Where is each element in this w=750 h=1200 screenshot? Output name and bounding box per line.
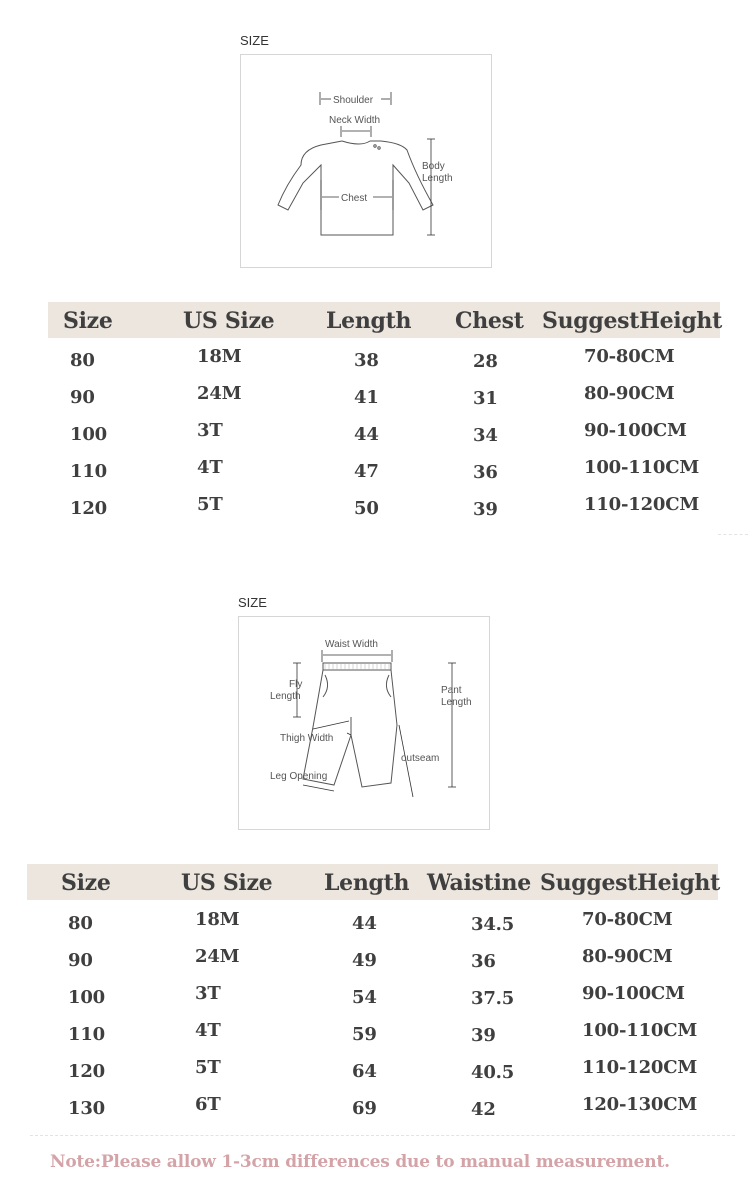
- table-cell: 80: [68, 913, 93, 934]
- table-cell: 110-120CM: [582, 1057, 698, 1078]
- table-cell: 38: [354, 350, 379, 371]
- table-cell: 39: [473, 499, 498, 520]
- pants-illustration: [239, 617, 489, 829]
- col-us-size: US Size: [181, 870, 273, 896]
- table-cell: 90-100CM: [584, 420, 687, 441]
- table-cell: 40.5: [471, 1062, 515, 1083]
- top-size-label: SIZE: [240, 33, 269, 48]
- body-length-label: Length: [422, 173, 453, 184]
- table-cell: 70-80CM: [584, 346, 675, 367]
- chest-label: Chest: [341, 193, 368, 204]
- shirt-diagram: [240, 54, 492, 268]
- table-cell: 41: [354, 387, 379, 408]
- table-cell: 110: [68, 1024, 105, 1045]
- col-chest: Chest: [455, 308, 524, 334]
- divider: [30, 1135, 735, 1136]
- col-waistine: Waistine: [427, 870, 531, 896]
- col-size: Size: [63, 308, 113, 334]
- table-cell: 90: [68, 950, 93, 971]
- bottom-table-header: [27, 864, 718, 900]
- divider: [718, 534, 748, 535]
- table-cell: 44: [354, 424, 379, 445]
- table-cell: 80: [70, 350, 95, 371]
- table-cell: 64: [352, 1061, 377, 1082]
- table-cell: 34: [473, 425, 498, 446]
- table-cell: 100-110CM: [582, 1020, 698, 1041]
- table-cell: 31: [473, 388, 498, 409]
- table-cell: 80-90CM: [584, 383, 675, 404]
- pant-label: Pant: [441, 685, 462, 696]
- table-cell: 44: [352, 913, 377, 934]
- fly-label: Fly: [289, 679, 303, 690]
- note-text: Note:Please allow 1-3cm differences due to manual measurement.: [50, 1152, 670, 1172]
- table-cell: 49: [352, 950, 377, 971]
- pant-length-label: Length: [441, 697, 472, 708]
- table-cell: 90: [70, 387, 95, 408]
- table-cell: 34.5: [471, 914, 515, 935]
- col-length: Length: [324, 870, 410, 896]
- shoulder-label: Shoulder: [333, 95, 374, 106]
- fly-length-label: Length: [270, 691, 301, 702]
- table-cell: 3T: [197, 420, 223, 441]
- table-cell: 90-100CM: [582, 983, 685, 1004]
- table-cell: 120-130CM: [582, 1094, 698, 1115]
- table-cell: 18M: [197, 346, 242, 367]
- table-cell: 5T: [195, 1057, 221, 1078]
- bottom-size-label: SIZE: [238, 595, 267, 610]
- table-cell: 69: [352, 1098, 377, 1119]
- table-cell: 39: [471, 1025, 496, 1046]
- table-cell: 50: [354, 498, 379, 519]
- col-suggest-height: SuggestHeight: [540, 870, 720, 896]
- table-cell: 80-90CM: [582, 946, 673, 967]
- table-cell: 24M: [195, 946, 240, 967]
- neck-width-label: Neck Width: [329, 115, 381, 126]
- table-cell: 36: [471, 951, 496, 972]
- table-cell: 100: [70, 424, 107, 445]
- table-cell: 4T: [195, 1020, 221, 1041]
- col-us-size: US Size: [183, 308, 275, 334]
- table-cell: 28: [473, 351, 498, 372]
- table-cell: 110-120CM: [584, 494, 700, 515]
- waist-width-label: Waist Width: [325, 639, 378, 650]
- table-cell: 4T: [197, 457, 223, 478]
- table-cell: 59: [352, 1024, 377, 1045]
- col-length: Length: [326, 308, 412, 334]
- thigh-width-label: Thigh Width: [280, 733, 334, 744]
- outseam-label: outseam: [401, 753, 440, 764]
- table-cell: 100-110CM: [584, 457, 700, 478]
- leg-opening-label: Leg Opening: [270, 771, 328, 782]
- table-cell: 5T: [197, 494, 223, 515]
- table-cell: 120: [68, 1061, 105, 1082]
- table-cell: 6T: [195, 1094, 221, 1115]
- table-cell: 54: [352, 987, 377, 1008]
- table-cell: 120: [70, 498, 107, 519]
- table-cell: 70-80CM: [582, 909, 673, 930]
- table-cell: 37.5: [471, 988, 515, 1009]
- table-cell: 18M: [195, 909, 240, 930]
- table-cell: 3T: [195, 983, 221, 1004]
- table-cell: 47: [354, 461, 379, 482]
- top-table-header: [48, 302, 720, 338]
- table-cell: 110: [70, 461, 107, 482]
- table-cell: 24M: [197, 383, 242, 404]
- table-cell: 42: [471, 1099, 496, 1120]
- shirt-illustration: [241, 55, 491, 267]
- col-size: Size: [61, 870, 111, 896]
- body-label: Body: [422, 161, 445, 172]
- pants-diagram: [238, 616, 490, 830]
- table-cell: 100: [68, 987, 105, 1008]
- col-suggest-height: SuggestHeight: [542, 308, 722, 334]
- table-cell: 36: [473, 462, 498, 483]
- table-cell: 130: [68, 1098, 105, 1119]
